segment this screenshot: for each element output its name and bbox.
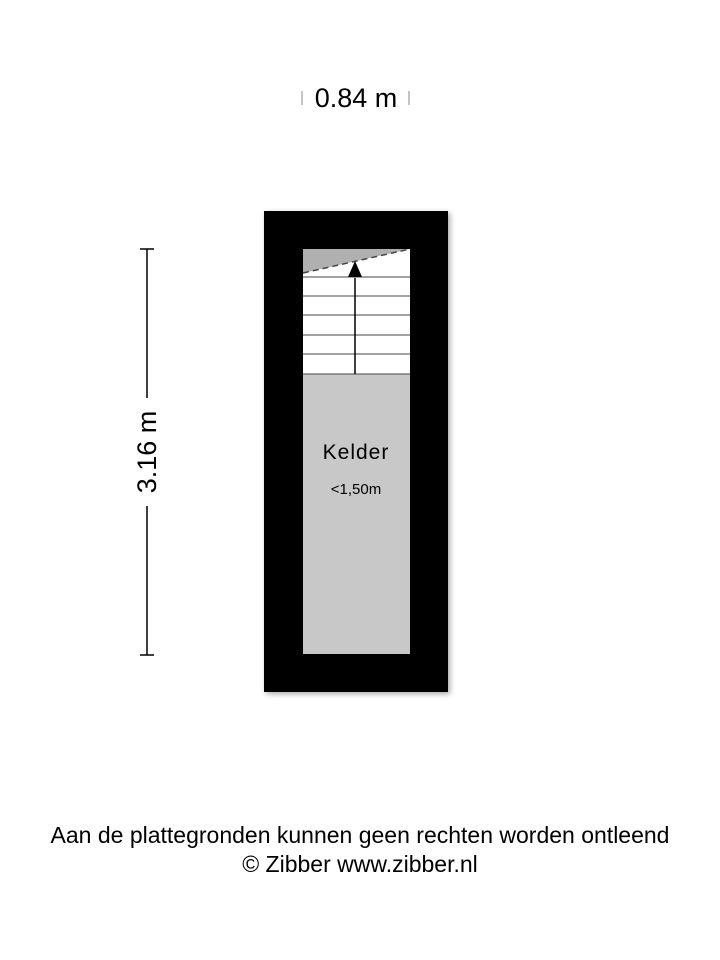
- footer-copyright: © Zibber www.zibber.nl: [242, 851, 478, 877]
- footer-disclaimer: Aan de plattegronden kunnen geen rechten worden ontleend: [50, 822, 670, 848]
- room-height-note: <1,50m: [330, 481, 382, 498]
- height-dimension: [132, 249, 162, 655]
- width-dimension: [302, 83, 409, 113]
- height-dimension-label: 3.16 m: [132, 410, 162, 494]
- room-name: Kelder: [322, 441, 390, 464]
- width-dimension-label: 0.84 m: [314, 83, 398, 113]
- staircase: [303, 249, 410, 374]
